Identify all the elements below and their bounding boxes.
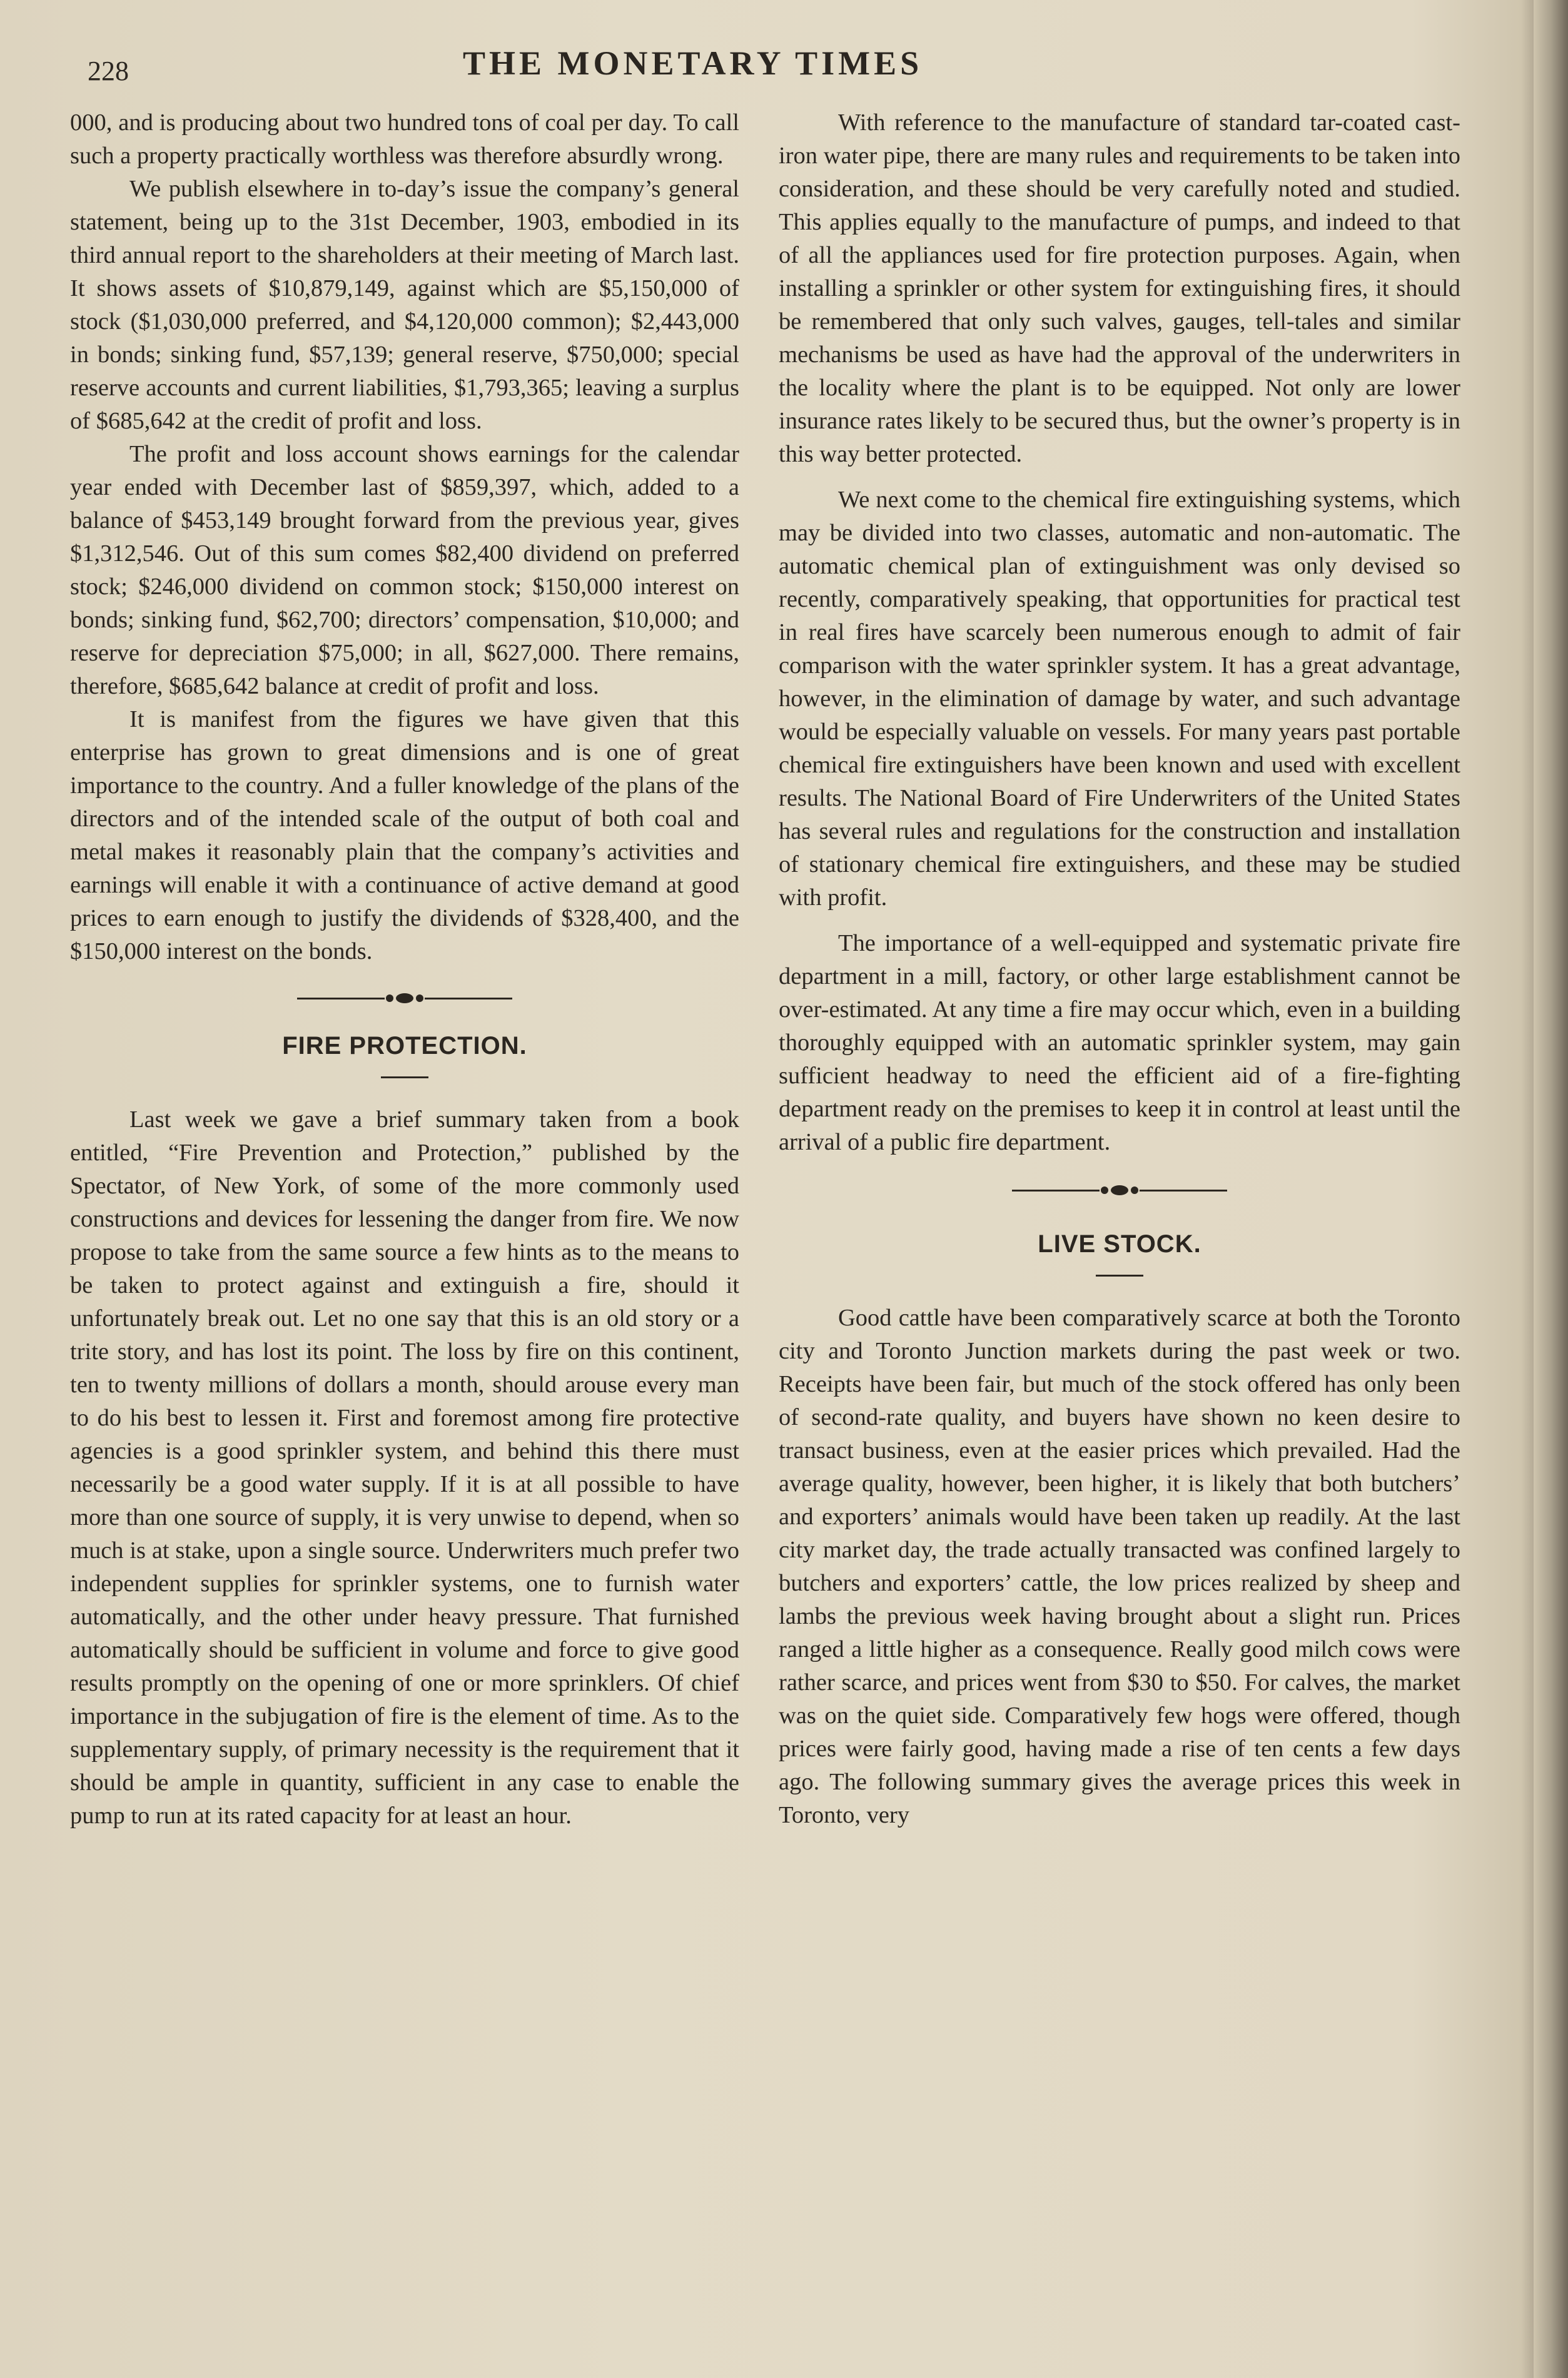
article-paragraph: The profit and loss account shows earnings for the calendar year ended with December last of $859,397, which, added to a balance of $453,149 brought forward from the previous year, gives $1,312,546. Out of this sum comes $82,400 dividend on preferred stock; $246,000 dividend on common stock; $150,000 interest on bonds; sinking fund, $62,700; directors’ compensation, $10,000; and reserve for depreciation $75,000; in all, $627,000. There remains, therefore, $685,642 balance at credit of profit and loss. [70,441,739,699]
section-divider [779,1178,1460,1203]
article-paragraph: We next come to the chemical fire extinguishing systems, which may be divided into two classes, automatic and non-automatic. The automatic chemical plan of extinguishment was only devised so recently, comparatively speaking, that opportunities for practical test in real fires have scarcely been numerous enough to admit of fair comparison with the water sprinkler system. It has a great advantage, however, in the elimination of damage by water, and such advantage would be especially valuable on vessels. For many years past portable chemical fire extinguishers have been known and used with excellent results. The National Board of Fire Underwriters of the United States has several rules and regulations for the construction and installation of stationary chemical fire extinguishers, and these may be studied with profit. [779,487,1460,911]
article-paragraph: It is manifest from the figures we have given that this enterprise has grown to great dimensions and is one of great importance to the country. And a fuller knowledge of the plans of the directors and of the intended scale of the output of both coal and metal makes it reasonably plain that the company’s activities and earnings will enable it with a continuance of active demand at good prices to earn enough to justify the dividends of $328,400, and the $150,000 interest on the bonds. [70,706,739,964]
article-paragraph: With reference to the manufacture of standard tar-coated cast-iron water pipe, there are many rules and requirements to be taken into consideration, and these should be very carefully noted and studied. This applies equally to the manufacture of pumps, and indeed to that of all the appliances used for fire protection purposes. Again, when installing a sprinkler or other system for extinguishing fires, it should be remembered that only such valves, gauges, tell-tales and similar mechanisms be used as have had the approval of the underwriters in the locality where the plant is to be equipped. Not only are lower insurance rates likely to be secured thus, but the owner’s property is in this way better protected. [779,109,1460,467]
live-stock-paragraph: Good cattle have been comparatively scarce at both the Toronto city and Toronto Junction markets during the past week or two. Receipts have been fair, but much of the stock offered has only been of second-rate quality, and buyers have shown no keen desire to transact business, even at the easier prices which prevailed. Had the average quality, however, been higher, it is likely that both butchers’ and exporters’ animals would have been taken up readily. At the last city market day, the trade actually transacted was confined largely to butchers and exporters’ cattle, the low prices realized by sheep and lambs the previous week having brought about a slight run. Prices ranged a little higher as a consequence. Really good milch cows were rather scarce, and prices went from $30 to $50. For calves, the market was on the quiet side. Comparatively few hogs were offered, though prices were fairly good, having made a rise of ten cents a few days ago. The following summary gives the average prices this week in Toronto, very [779,1305,1460,1828]
fire-protection-paragraph: Last week we gave a brief summary taken from a book entitled, “Fire Prevention and Protection,” published by the Spectator, of New York, of some of the more commonly used constructions and devices for lessening the danger from fire. We now propose to take from the same source a few hints as to the means to be taken to protect against and extinguish a fire, should it unfortunately break out. Let no one say that this is an old story or a trite story, and has lost its point. The loss by fire on this continent, ten to twenty millions of dollars a month, should arouse every man to do his best to lessen it. First and foremost among fire protective agencies is a good sprinkler system, and behind this there must necessarily be a good water supply. If it is at all possible to have more than one source of supply, it is very unwise to depend, when so much is at stake, upon a single source. Underwriters much prefer two independent supplies for sprinkler systems, one to furnish water automatically, and the other under heavy pressure. That furnished automatically should be sufficient in volume and force to give good results promptly on the opening of one or more sprinklers. Of chief importance in the subjugation of fire is the element of time. As to the supplementary supply, of primary necessity is the requirement that it should be ample in quantity, sufficient in any case to enable the pump to run at its rated capacity for at least an hour. [70,1106,739,1829]
section-divider [70,986,739,1011]
masthead: THE MONETARY TIMES [463,44,923,82]
article-paragraph: The importance of a well-equipped and systematic private fire department in a mill, factory, or other large establishment cannot be over-estimated. At any time a fire may occur which, even in a building thoroughly equipped with an automatic sprinkler system, may gain sufficient headway to need the efficient aid of a fire-fighting department ready on the premises to keep it in control at least until the arrival of a public fire department. [779,930,1460,1155]
right-column [779,106,1460,1832]
article-paragraph: 000, and is producing about two hundred tons of coal per day. To call such a property practically worthless was therefore absurdly wrong. [70,109,739,169]
fire-protection-heading: FIRE PROTECTION. [282,1032,527,1060]
binding-shadow [1534,0,1568,2378]
article-paragraph: We publish elsewhere in to-day’s issue the company’s general statement, being up to the 31st December, 1903, embodied in its third annual report to the shareholders at their meeting of March last. It shows assets of $10,879,149, against which are $5,150,000 of stock ($1,030,000 preferred, and $4,120,000 common); $2,443,000 in bonds; sinking fund, $57,139; general reserve, $750,000; special reserve accounts and current liabilities, $1,793,365; leaving a surplus of $685,642 at the credit of profit and loss. [70,176,739,434]
page-number: 228 [88,56,129,86]
left-column [70,106,739,1833]
live-stock-heading: LIVE STOCK. [1038,1230,1201,1258]
